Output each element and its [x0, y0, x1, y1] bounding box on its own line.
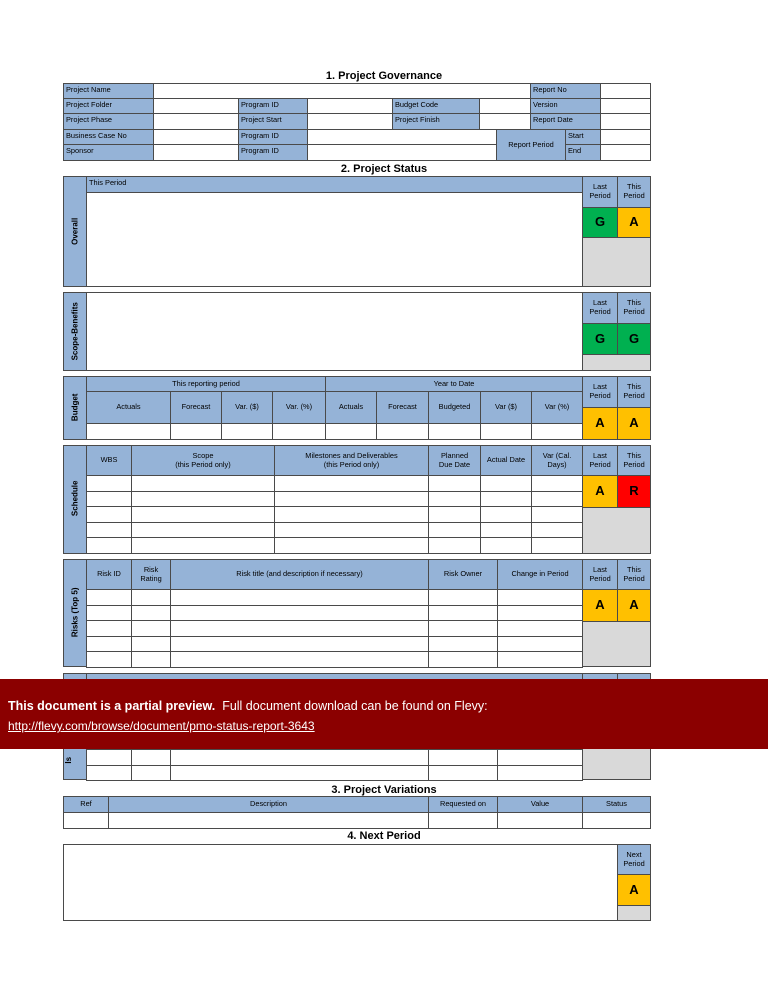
budget-value-cell[interactable]: [531, 423, 583, 440]
variations-cell[interactable]: [497, 812, 583, 829]
preview-banner-link[interactable]: http://flevy.com/browse/document/pmo-status-report-3643: [8, 719, 315, 733]
risk-cell[interactable]: [428, 636, 498, 653]
issue-cell[interactable]: [86, 765, 132, 782]
issue-cell[interactable]: [428, 765, 498, 782]
risk-cell[interactable]: [86, 605, 132, 622]
program-id-field-3[interactable]: [307, 144, 497, 161]
project-start-field[interactable]: [307, 113, 393, 130]
schedule-cell[interactable]: [86, 491, 132, 508]
budget-value-cell[interactable]: [221, 423, 273, 440]
schedule-side: [63, 445, 87, 554]
risk-cell[interactable]: [170, 589, 429, 606]
budget-col-ytd-actuals: Actuals: [325, 391, 377, 424]
overall-text-area[interactable]: [86, 192, 583, 287]
variations-cell[interactable]: [108, 812, 429, 829]
schedule-cell[interactable]: [480, 506, 532, 523]
budget-side: [63, 376, 87, 440]
variations-col-value: Value: [497, 796, 583, 813]
risks-side: [63, 559, 87, 667]
report-no-label: Report No: [530, 83, 601, 99]
schedule-cell[interactable]: [131, 506, 275, 523]
schedule-cell[interactable]: [131, 537, 275, 554]
risk-cell[interactable]: [170, 605, 429, 622]
risks-last-period-label: Last Period: [582, 559, 618, 590]
schedule-cell[interactable]: [274, 506, 429, 523]
end-field[interactable]: [600, 144, 651, 161]
budget-value-cell[interactable]: [272, 423, 326, 440]
risks-col-id: Risk ID: [86, 559, 132, 590]
project-folder-field[interactable]: [153, 98, 239, 114]
budget-code-label: Budget Code: [392, 98, 480, 114]
risk-cell[interactable]: [428, 620, 498, 637]
schedule-cell[interactable]: [274, 491, 429, 508]
schedule-this-rag: R: [617, 475, 651, 508]
risk-cell[interactable]: [86, 589, 132, 606]
budget-col-actuals: Actuals: [86, 391, 171, 424]
schedule-this-period-label: This Period: [617, 445, 651, 476]
preview-banner-bold: This document is a partial preview.: [8, 699, 216, 713]
scope-text-area[interactable]: [86, 292, 583, 371]
budget-value-cell[interactable]: [428, 423, 481, 440]
schedule-cell[interactable]: [428, 522, 481, 539]
next-period-heading: 4. Next Period: [347, 830, 421, 842]
overall-label: Overall: [70, 217, 80, 245]
budget-last-rag: A: [582, 407, 618, 440]
budget-label: Budget: [70, 393, 80, 422]
risk-cell[interactable]: [428, 605, 498, 622]
budget-value-cell[interactable]: [376, 423, 429, 440]
risks-label: Risks (Top 5): [70, 587, 80, 638]
budget-col-budgeted: Budgeted: [428, 391, 481, 424]
schedule-cell[interactable]: [531, 491, 583, 508]
budget-code-field[interactable]: [479, 98, 531, 114]
risk-cell[interactable]: [131, 589, 171, 606]
schedule-col-scope: Scope (this Period only): [131, 445, 275, 476]
issue-cell[interactable]: [86, 749, 132, 766]
schedule-cell[interactable]: [428, 537, 481, 554]
budget-col-ytd-forecast: Forecast: [376, 391, 429, 424]
budget-value-cell[interactable]: [480, 423, 532, 440]
budget-value-cell[interactable]: [170, 423, 222, 440]
business-case-field[interactable]: [153, 129, 239, 145]
schedule-col-var-days: Var (Cal. Days): [531, 445, 583, 476]
budget-col-var-pct: Var. (%): [272, 391, 326, 424]
project-folder-label: Project Folder: [63, 98, 154, 114]
risk-cell[interactable]: [497, 651, 583, 668]
issue-cell[interactable]: [497, 749, 583, 766]
issues-grey-cell: [582, 748, 651, 780]
variations-heading: 3. Project Variations: [331, 784, 437, 796]
overall-last-period-label: Last Period: [582, 176, 618, 208]
scope-this-period-label: This Period: [617, 292, 651, 324]
risks-this-rag: A: [617, 589, 651, 622]
budget-this-rag: A: [617, 407, 651, 440]
schedule-label: Schedule: [70, 480, 80, 517]
budget-this-reporting-period: This reporting period: [86, 376, 326, 392]
risk-cell[interactable]: [170, 636, 429, 653]
next-period-text-area[interactable]: [63, 844, 618, 921]
schedule-cell[interactable]: [86, 522, 132, 539]
risks-col-owner: Risk Owner: [428, 559, 498, 590]
risk-cell[interactable]: [497, 605, 583, 622]
next-period-rag: A: [617, 874, 651, 906]
budget-year-to-date: Year to Date: [325, 376, 583, 392]
variations-col-status: Status: [582, 796, 651, 813]
variations-col-description: Description: [108, 796, 429, 813]
budget-last-period-label: Last Period: [582, 376, 618, 408]
scope-grey-cell: [582, 354, 651, 371]
risks-col-change: Change in Period: [497, 559, 583, 590]
schedule-cell[interactable]: [531, 475, 583, 492]
schedule-last-period-label: Last Period: [582, 445, 618, 476]
project-phase-field[interactable]: [153, 113, 239, 130]
start-label: Start: [565, 129, 601, 145]
schedule-cell[interactable]: [480, 537, 532, 554]
schedule-grey-cell: [582, 507, 651, 554]
preview-banner-text: [8, 699, 488, 713]
risk-cell[interactable]: [131, 651, 171, 668]
schedule-cell[interactable]: [86, 506, 132, 523]
preview-banner: [0, 679, 768, 749]
schedule-cell[interactable]: [274, 537, 429, 554]
sponsor-label: Sponsor: [63, 144, 154, 161]
program-id-label-2: Program ID: [238, 129, 308, 145]
risk-cell[interactable]: [497, 620, 583, 637]
scope-side: [63, 292, 87, 371]
schedule-col-actual-date: Actual Date: [480, 445, 532, 476]
schedule-cell[interactable]: [531, 506, 583, 523]
scope-last-rag: G: [582, 323, 618, 355]
overall-grey-cell: [582, 237, 651, 287]
overall-last-rag: G: [582, 207, 618, 238]
project-name-label: Project Name: [63, 83, 154, 99]
sponsor-field[interactable]: [153, 144, 239, 161]
schedule-cell[interactable]: [428, 475, 481, 492]
schedule-cell[interactable]: [428, 506, 481, 523]
next-period-label: Next Period: [617, 844, 651, 875]
risks-last-rag: A: [582, 589, 618, 622]
version-field[interactable]: [600, 98, 651, 114]
schedule-cell[interactable]: [86, 537, 132, 554]
start-field[interactable]: [600, 129, 651, 145]
risk-cell[interactable]: [86, 620, 132, 637]
governance-heading: 1. Project Governance: [325, 70, 443, 82]
project-start-label: Project Start: [238, 113, 308, 130]
schedule-cell[interactable]: [131, 475, 275, 492]
risk-cell[interactable]: [131, 636, 171, 653]
risks-grey-cell: [582, 621, 651, 667]
scope-last-period-label: Last Period: [582, 292, 618, 324]
risks-col-title: Risk title (and description if necessary): [170, 559, 429, 590]
risk-cell[interactable]: [497, 636, 583, 653]
overall-header: This Period: [86, 176, 583, 193]
schedule-cell[interactable]: [531, 537, 583, 554]
schedule-cell[interactable]: [131, 522, 275, 539]
preview-banner-message: Full document download can be found on Flevy:: [222, 699, 488, 713]
risk-cell[interactable]: [131, 620, 171, 637]
variations-col-ref: Ref: [63, 796, 109, 813]
schedule-cell[interactable]: [480, 522, 532, 539]
variations-cell[interactable]: [428, 812, 498, 829]
schedule-cell[interactable]: [531, 522, 583, 539]
overall-side: [63, 176, 87, 287]
issue-cell[interactable]: [170, 765, 429, 782]
risks-col-rating: Risk Rating: [131, 559, 171, 590]
report-no-field[interactable]: [600, 83, 651, 99]
program-id-field-2[interactable]: [307, 129, 497, 145]
budget-value-cell[interactable]: [86, 423, 171, 440]
budget-col-ytd-var-dollar: Var ($): [480, 391, 532, 424]
issue-cell[interactable]: [428, 749, 498, 766]
issue-cell[interactable]: [131, 749, 171, 766]
schedule-cell[interactable]: [274, 522, 429, 539]
scope-this-rag: G: [617, 323, 651, 355]
schedule-col-milestones: Milestones and Deliverables (this Period only): [274, 445, 429, 476]
budget-col-var-dollar: Var. ($): [221, 391, 273, 424]
project-name-field[interactable]: [153, 83, 531, 99]
business-case-label: Business Case No: [63, 129, 154, 145]
program-id-label-3: Program ID: [238, 144, 308, 161]
next-period-grey-cell: [617, 905, 651, 921]
schedule-last-rag: A: [582, 475, 618, 508]
risks-this-period-label: This Period: [617, 559, 651, 590]
schedule-cell[interactable]: [86, 475, 132, 492]
schedule-cell[interactable]: [274, 475, 429, 492]
budget-this-period-label: This Period: [617, 376, 651, 408]
schedule-cell[interactable]: [428, 491, 481, 508]
report-period-label: Report Period: [496, 129, 566, 161]
schedule-cell[interactable]: [480, 475, 532, 492]
budget-col-forecast: Forecast: [170, 391, 222, 424]
scope-label: Scope-Benefits: [70, 302, 80, 361]
program-id-field[interactable]: [307, 98, 393, 114]
variations-cell[interactable]: [63, 812, 109, 829]
budget-value-cell[interactable]: [325, 423, 377, 440]
issue-cell[interactable]: [497, 765, 583, 782]
schedule-cell[interactable]: [480, 491, 532, 508]
risk-cell[interactable]: [86, 651, 132, 668]
overall-this-rag: A: [617, 207, 651, 238]
risk-cell[interactable]: [428, 589, 498, 606]
project-finish-label: Project Finish: [392, 113, 480, 130]
risk-cell[interactable]: [170, 620, 429, 637]
report-date-field[interactable]: [600, 113, 651, 130]
budget-col-ytd-var-pct: Var (%): [531, 391, 583, 424]
overall-this-period-label: This Period: [617, 176, 651, 208]
version-label: Version: [530, 98, 601, 114]
risk-cell[interactable]: [497, 589, 583, 606]
schedule-cell[interactable]: [131, 491, 275, 508]
program-id-label: Program ID: [238, 98, 308, 114]
issue-cell[interactable]: [170, 749, 429, 766]
project-phase-label: Project Phase: [63, 113, 154, 130]
risk-cell[interactable]: [170, 651, 429, 668]
report-date-label: Report Date: [530, 113, 601, 130]
risk-cell[interactable]: [131, 605, 171, 622]
variations-cell[interactable]: [582, 812, 651, 829]
schedule-col-wbs: WBS: [86, 445, 132, 476]
variations-col-requested-on: Requested on: [428, 796, 498, 813]
status-heading: 2. Project Status: [340, 163, 428, 175]
end-label: End: [565, 144, 601, 161]
issue-cell[interactable]: [131, 765, 171, 782]
risk-cell[interactable]: [86, 636, 132, 653]
schedule-col-planned-due: Planned Due Date: [428, 445, 481, 476]
risk-cell[interactable]: [428, 651, 498, 668]
project-finish-field[interactable]: [479, 113, 531, 130]
issues-label: Is: [64, 756, 74, 764]
